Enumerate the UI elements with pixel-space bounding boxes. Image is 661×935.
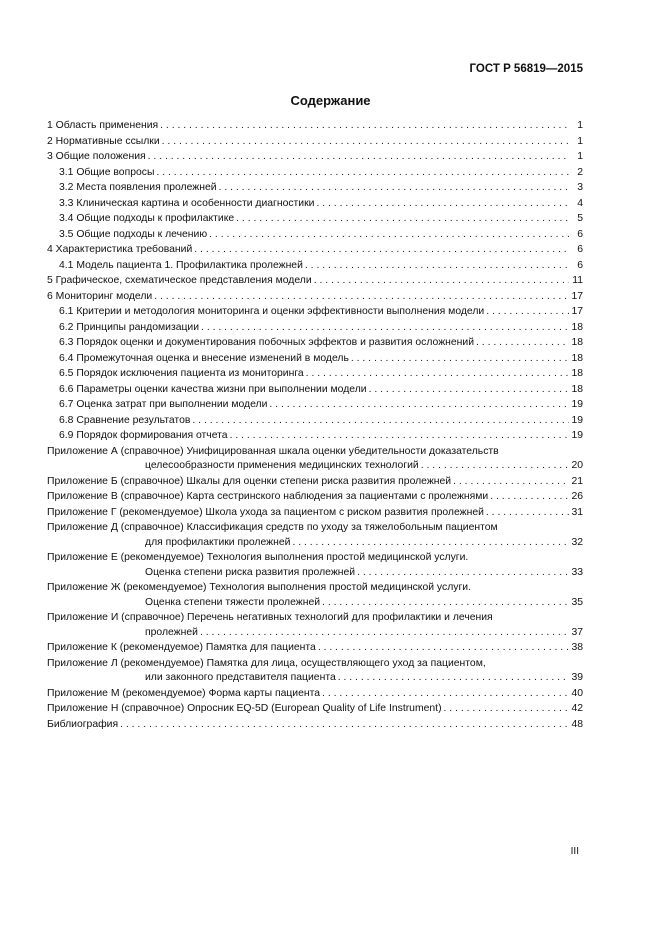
- toc-leader-dots: [305, 258, 569, 274]
- toc-leader-dots: [269, 397, 569, 413]
- toc-entry-page: 18: [571, 352, 583, 364]
- toc-entry[interactable]: [47, 165, 583, 181]
- toc-entry-label: Библиография: [47, 718, 119, 730]
- toc-entry-page: 17: [571, 290, 583, 302]
- page-title: Содержание: [290, 93, 371, 108]
- toc-entry-page: 6: [577, 259, 583, 271]
- toc-entry-label: Приложение Е (рекомендуемое) Технология выполнения простой медицинской услуги.: [47, 552, 469, 563]
- toc-entry-label: 3.2 Места появления пролежней: [59, 182, 217, 193]
- toc-entry-label: 3.5 Общие подходы к лечению: [59, 228, 208, 240]
- table-of-contents: [47, 118, 583, 732]
- toc-entry-page: 37: [571, 626, 583, 638]
- toc-entry-label: Оценка степени риска развития пролежней: [145, 566, 356, 578]
- toc-entry[interactable]: [47, 489, 583, 505]
- toc-entry[interactable]: [47, 258, 583, 274]
- toc-entry-page: 31: [571, 506, 583, 518]
- toc-entry[interactable]: [47, 273, 583, 289]
- toc-leader-dots: [486, 304, 569, 320]
- toc-entry[interactable]: [47, 686, 583, 702]
- toc-entry[interactable]: [47, 580, 583, 596]
- toc-entry-label: 6.2 Принципы рандомизации: [59, 321, 200, 333]
- toc-entry-page: 35: [571, 596, 583, 608]
- toc-leader-dots: [236, 211, 569, 227]
- toc-entry-label: 6.3 Порядок оценки и документирования побочных эффектов и развития осложнений: [59, 337, 475, 348]
- toc-entry-label: Приложение И (справочное) Перечень негативных технологий для профилактики и лечения: [47, 612, 493, 623]
- toc-leader-dots: [369, 382, 569, 398]
- toc-entry[interactable]: [47, 428, 583, 444]
- toc-entry-page: 5: [577, 213, 583, 224]
- toc-entry-page: 11: [572, 275, 583, 286]
- toc-entry-page: 48: [571, 718, 583, 730]
- toc-entry[interactable]: [47, 595, 583, 611]
- toc-entry-page: 19: [571, 399, 583, 410]
- toc-leader-dots: [194, 242, 569, 258]
- toc-entry-page: 19: [571, 430, 583, 441]
- toc-entry-label: 6.9 Порядок формирования отчета: [59, 430, 228, 441]
- toc-entry[interactable]: [47, 670, 583, 686]
- toc-entry-label: для профилактики пролежней: [145, 536, 291, 548]
- page-number: III: [570, 846, 579, 857]
- toc-entry-label: целесообразности применения медицинских технологий: [145, 460, 419, 471]
- toc-entry[interactable]: [47, 134, 583, 150]
- toc-leader-dots: [486, 505, 569, 521]
- toc-entry-label: 6.4 Промежуточная оценка и внесение изменений в модель: [59, 352, 349, 364]
- toc-leader-dots: [200, 625, 569, 641]
- toc-entry[interactable]: [47, 458, 583, 474]
- toc-entry[interactable]: [47, 535, 583, 551]
- toc-leader-dots: [219, 180, 569, 196]
- toc-entry-label: 4.1 Модель пациента 1. Профилактика пролежней: [59, 259, 303, 271]
- toc-entry-page: 18: [571, 368, 583, 379]
- toc-entry-label: или законного представителя пациента: [145, 672, 336, 683]
- toc-entry-label: 3 Общие положения: [47, 151, 146, 162]
- toc-leader-dots: [444, 701, 569, 717]
- toc-leader-dots: [160, 118, 569, 134]
- toc-leader-dots: [490, 489, 569, 505]
- toc-entry-page: 21: [571, 475, 583, 487]
- toc-leader-dots: [156, 165, 569, 181]
- toc-entry[interactable]: [47, 289, 583, 305]
- toc-entry[interactable]: [47, 382, 583, 398]
- toc-entry-label: Приложение Г (рекомендуемое) Школа ухода за пациентом с риском развития пролежней: [47, 506, 484, 518]
- toc-entry-label: 6.6 Параметры оценки качества жизни при выполнении модели: [59, 383, 367, 395]
- toc-entry-page: 4: [577, 197, 583, 209]
- toc-entry-label: 4 Характеристика требований: [47, 244, 193, 255]
- toc-entry-page: 19: [571, 414, 583, 426]
- toc-leader-dots: [154, 289, 569, 305]
- toc-entry-page: 39: [571, 672, 583, 683]
- toc-entry-label: Приложение М (рекомендуемое) Форма карты пациента: [47, 687, 321, 699]
- toc-entry[interactable]: [47, 227, 583, 243]
- toc-entry-label: 6.5 Порядок исключения пациента из мониторинга: [59, 368, 304, 379]
- toc-leader-dots: [192, 413, 569, 429]
- toc-entry-page: 17: [571, 306, 583, 317]
- toc-entry[interactable]: [47, 335, 583, 351]
- toc-entry-page: 38: [571, 642, 583, 653]
- toc-leader-dots: [316, 196, 569, 212]
- toc-entry[interactable]: [47, 444, 583, 460]
- toc-entry-label: 6 Мониторинг модели: [47, 290, 153, 302]
- toc-entry-page: 1: [577, 151, 583, 162]
- toc-leader-dots: [201, 320, 569, 336]
- toc-entry-label: Приложение К (рекомендуемое) Памятка для пациента: [47, 642, 316, 653]
- toc-entry-label: Приложение Б (справочное) Шкалы для оценки степени риска развития пролежней: [47, 475, 452, 487]
- toc-leader-dots: [306, 366, 569, 382]
- toc-entry-label: 3.3 Клиническая картина и особенности диагностики: [59, 197, 315, 209]
- toc-entry-page: 18: [571, 337, 583, 348]
- toc-leader-dots: [209, 227, 569, 243]
- toc-leader-dots: [148, 149, 569, 165]
- toc-entry[interactable]: [47, 505, 583, 521]
- toc-entry-label: 2 Нормативные ссылки: [47, 135, 160, 147]
- toc-entry[interactable]: [47, 180, 583, 196]
- toc-entry[interactable]: [47, 550, 583, 566]
- toc-entry-label: Приложение Н (справочное) Опросник EQ-5D (European Quality of Life Instrument): [47, 703, 442, 714]
- toc-entry[interactable]: [47, 304, 583, 320]
- toc-entry-label: 6.1 Критерии и методология мониторинга и оценки эффективности выполнения модели: [59, 306, 485, 317]
- toc-entry[interactable]: [47, 211, 583, 227]
- toc-entry[interactable]: [47, 474, 583, 490]
- toc-entry[interactable]: [47, 610, 583, 626]
- toc-entry-page: 6: [577, 228, 583, 240]
- toc-entry[interactable]: [47, 196, 583, 212]
- toc-leader-dots: [421, 458, 569, 474]
- toc-entry-page: 20: [571, 460, 583, 471]
- toc-entry[interactable]: [47, 656, 583, 672]
- toc-entry-page: 18: [571, 321, 583, 333]
- toc-entry-page: 18: [571, 383, 583, 395]
- toc-entry-label: 3.4 Общие подходы к профилактике: [59, 213, 235, 224]
- toc-leader-dots: [322, 686, 569, 702]
- toc-entry[interactable]: [47, 565, 583, 581]
- toc-leader-dots: [162, 134, 569, 150]
- toc-leader-dots: [230, 428, 569, 444]
- toc-entry-label: 1 Область применения: [47, 120, 159, 131]
- toc-entry-page: 26: [571, 491, 583, 502]
- toc-leader-dots: [351, 351, 569, 367]
- toc-entry-label: 3.1 Общие вопросы: [59, 166, 155, 178]
- toc-entry-label: Оценка степени тяжести пролежней: [145, 596, 321, 608]
- toc-entry-label: Приложение Ж (рекомендуемое) Технология выполнения простой медицинской услуги.: [47, 582, 471, 593]
- toc-entry-page: 33: [571, 566, 583, 578]
- toc-entry-label: Приложение Л (рекомендуемое) Памятка для лица, осуществляющего уход за пациентом,: [47, 657, 486, 669]
- toc-leader-dots: [338, 670, 569, 686]
- toc-entry-page: 2: [577, 166, 583, 178]
- toc-leader-dots: [314, 273, 569, 289]
- toc-leader-dots: [318, 640, 569, 656]
- toc-entry[interactable]: [47, 351, 583, 367]
- toc-entry-label: пролежней: [145, 626, 198, 638]
- toc-leader-dots: [322, 595, 569, 611]
- toc-leader-dots: [292, 535, 569, 551]
- toc-entry-label: Приложение В (справочное) Карта сестринского наблюдения за пациентами с пролежнями: [47, 491, 489, 502]
- toc-entry-page: 3: [577, 182, 583, 193]
- toc-entry[interactable]: [47, 413, 583, 429]
- toc-entry-page: 32: [571, 536, 583, 548]
- toc-entry[interactable]: [47, 701, 583, 717]
- toc-entry-label: Приложение Д (справочное) Классификация средств по уходу за тяжелобольным пациентом: [47, 522, 498, 533]
- toc-entry-page: 42: [571, 703, 583, 714]
- toc-leader-dots: [453, 474, 569, 490]
- toc-entry-label: 6.7 Оценка затрат при выполнении модели: [59, 399, 268, 410]
- toc-entry[interactable]: [47, 397, 583, 413]
- toc-entry-page: 6: [577, 244, 583, 255]
- toc-entry[interactable]: [47, 118, 583, 134]
- toc-entry[interactable]: [47, 366, 583, 382]
- document-code: ГОСТ Р 56819—2015: [469, 63, 583, 75]
- toc-entry-page: 1: [577, 135, 583, 147]
- toc-entry-label: Приложение А (справочное) Унифицированная шкала оценки убедительности доказательств: [47, 445, 499, 457]
- toc-entry-label: 5 Графическое, схематическое представления модели: [47, 275, 312, 286]
- toc-entry[interactable]: [47, 640, 583, 656]
- toc-entry[interactable]: [47, 717, 583, 733]
- toc-leader-dots: [476, 335, 569, 351]
- toc-entry-page: 1: [577, 120, 583, 131]
- toc-entry[interactable]: [47, 625, 583, 641]
- toc-leader-dots: [120, 717, 569, 733]
- toc-entry[interactable]: [47, 520, 583, 536]
- toc-entry[interactable]: [47, 242, 583, 258]
- toc-entry-label: 6.8 Сравнение результатов: [59, 414, 191, 426]
- toc-entry[interactable]: [47, 149, 583, 165]
- toc-entry[interactable]: [47, 320, 583, 336]
- toc-entry-page: 40: [571, 687, 583, 699]
- toc-leader-dots: [357, 565, 569, 581]
